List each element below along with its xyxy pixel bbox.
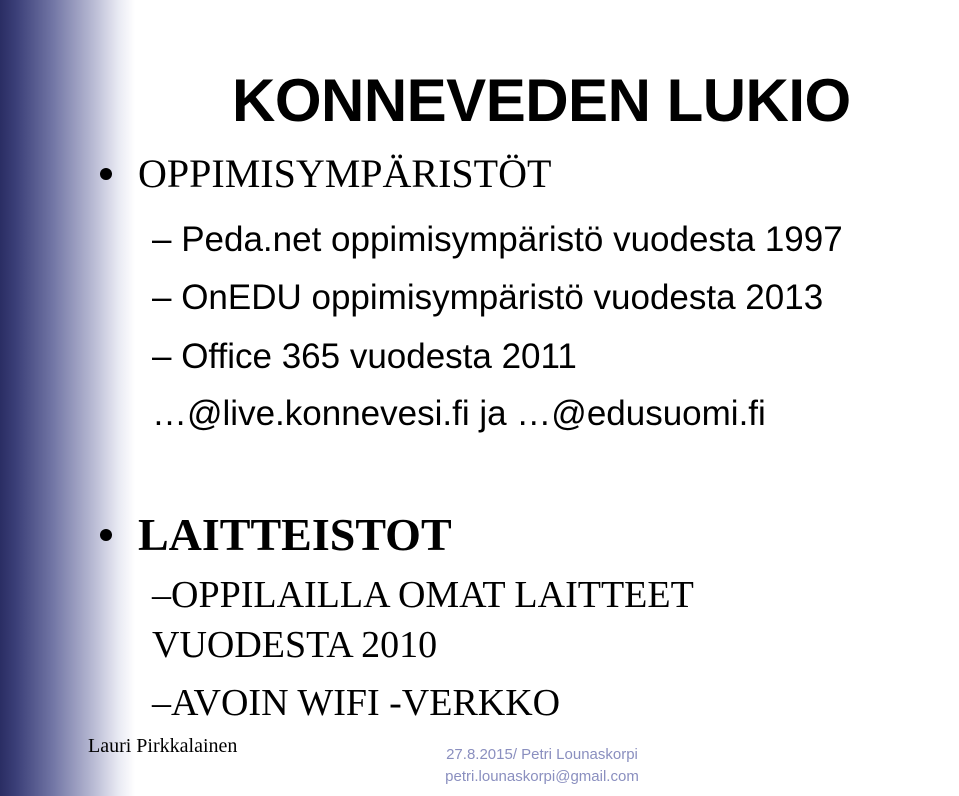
sub-item-onedu: – OnEDU oppimisympäristö vuodesta 2013	[152, 278, 824, 317]
bullet-oppimisymparistot	[100, 150, 551, 198]
sub-item-since-2010: VUODESTA 2010	[152, 624, 438, 666]
sub-item-own-devices: –OPPILAILLA OMAT LAITTEET	[152, 574, 694, 616]
section-heading-laitteistot: LAITTEISTOT	[138, 509, 452, 560]
bullet-dot-icon	[100, 168, 112, 180]
sub-item-pedanet: – Peda.net oppimisympäristö vuodesta 1997	[152, 220, 843, 259]
sub-item-email-domains: …@live.konnevesi.fi ja …@edusuomi.fi	[152, 394, 766, 433]
author-name: Lauri Pirkkalainen	[88, 735, 238, 757]
decorative-side-band	[0, 0, 135, 796]
section-heading-oppimisymparistot: OPPIMISYMPÄRISTÖT	[138, 151, 552, 196]
bullet-laitteistot	[100, 508, 452, 562]
sub-item-open-wifi: –AVOIN WIFI -VERKKO	[152, 682, 561, 724]
slide-footer	[422, 744, 662, 788]
footer-email: petri.lounaskorpi@gmail.com	[445, 768, 639, 785]
bullet-dot-icon	[100, 529, 112, 541]
footer-date-author: 27.8.2015/ Petri Lounaskorpi	[446, 746, 638, 763]
sub-item-office365: – Office 365 vuodesta 2011	[152, 337, 577, 376]
slide-title: KONNEVEDEN LUKIO	[232, 67, 851, 134]
